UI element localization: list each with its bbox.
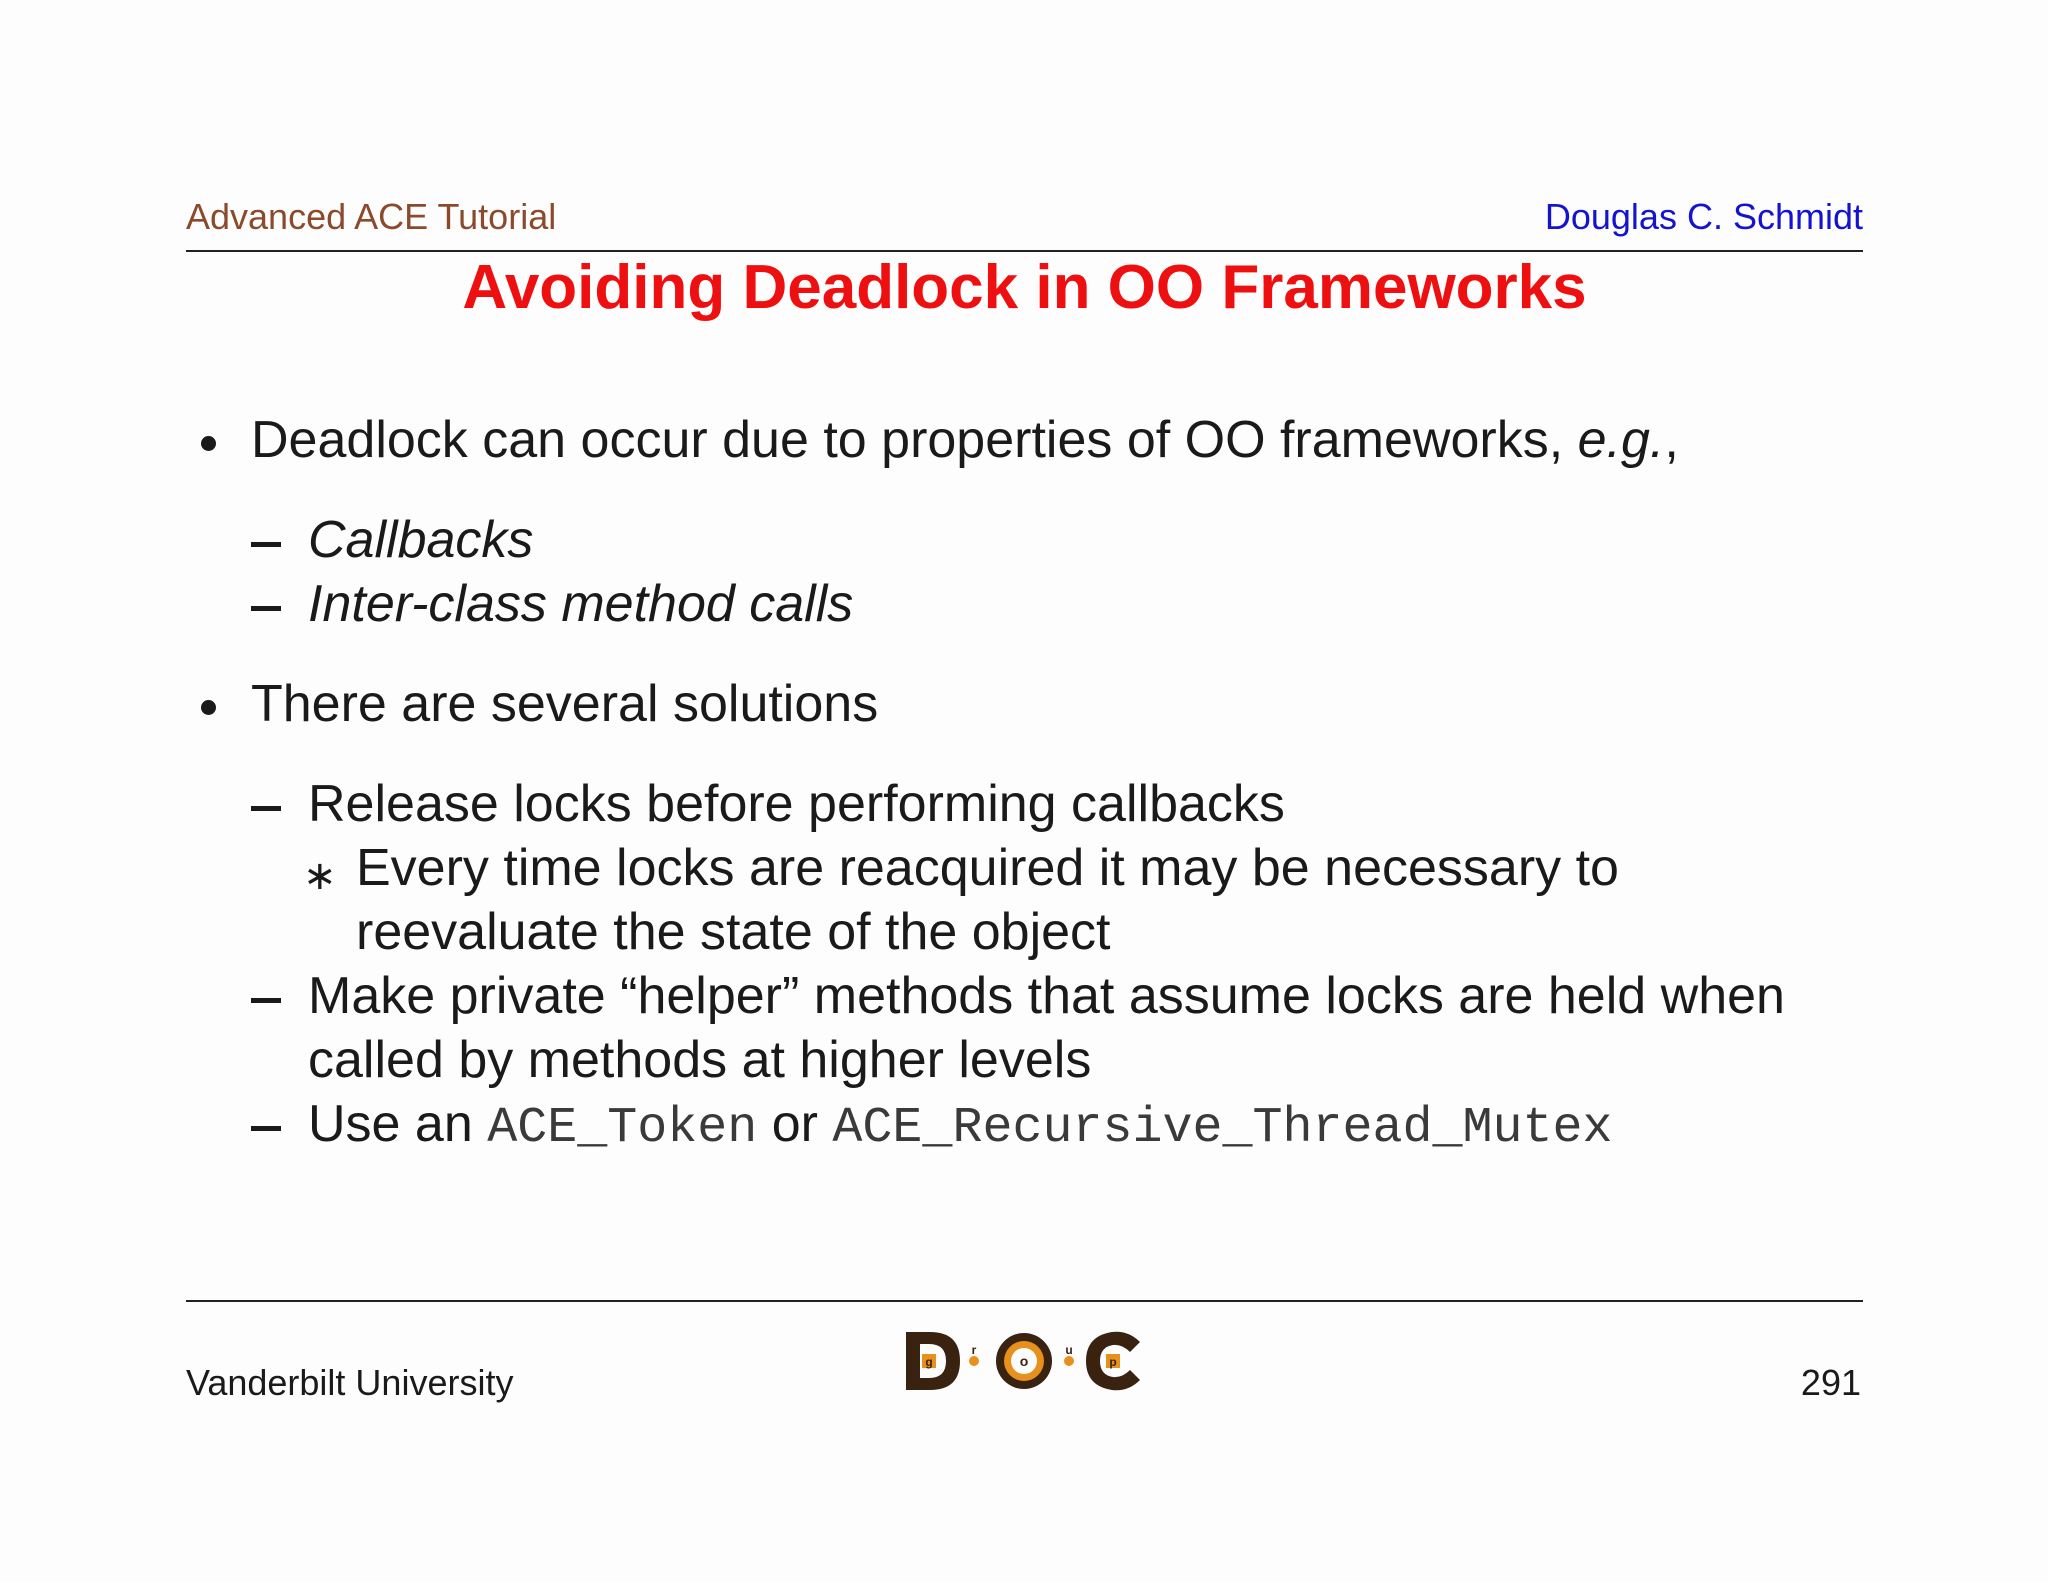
bullet-1-text: Deadlock can occur due to properties of OO frameworks, — [251, 411, 1564, 469]
sub-item-callbacks: Callbacks — [308, 511, 534, 569]
footer-institution: Vanderbilt University — [186, 1362, 514, 1403]
footer-divider — [186, 1300, 1863, 1302]
asterisk-marker: ∗ — [303, 854, 337, 898]
logo-letter-o-small: o — [1019, 1353, 1029, 1369]
bullet-1-emphasis: e.g. — [1577, 411, 1665, 469]
sub-item-inter-class: Inter-class method calls — [308, 575, 854, 633]
use-mid: or — [771, 1095, 818, 1153]
logo-dot — [969, 1356, 979, 1366]
author-name: Douglas C. Schmidt — [1544, 196, 1863, 237]
logo-dot — [1064, 1356, 1074, 1366]
sub-item-release-locks: Release locks before performing callbacks — [308, 775, 1285, 833]
star-item-line-2: reevaluate the state of the object — [356, 903, 1111, 961]
dash-marker — [251, 1126, 281, 1131]
bullet-dot — [201, 700, 216, 715]
logo-letter-p: p — [1109, 1355, 1117, 1369]
logo-letter-r: r — [971, 1343, 977, 1357]
dash-marker — [251, 542, 281, 547]
star-item-line-1: Every time locks are reacquired it may be necessary to — [356, 839, 1619, 897]
bullet-dot — [201, 436, 216, 451]
doc-group-logo — [902, 1326, 1146, 1396]
bullet-2: There are several solutions — [251, 675, 879, 733]
sub-item-use-token — [308, 1092, 1613, 1161]
code-ace-recursive-mutex: ACE_Recursive_Thread_Mutex — [832, 1100, 1613, 1157]
logo-letter-g: g — [925, 1355, 933, 1369]
dash-marker — [251, 606, 281, 611]
dash-marker — [251, 998, 281, 1003]
dash-marker — [251, 806, 281, 811]
sub-item-helper-line-2: called by methods at higher levels — [308, 1031, 1092, 1089]
sub-item-helper-line-1: Make private “helper” methods that assume locks are held when — [308, 967, 1785, 1025]
slide-title: Avoiding Deadlock in OO Frameworks — [462, 253, 1587, 322]
bullet-1 — [251, 408, 1679, 472]
bullet-1-trail: , — [1664, 411, 1679, 469]
code-ace-token: ACE_Token — [487, 1100, 758, 1157]
course-title: Advanced ACE Tutorial — [186, 196, 557, 237]
logo-letter-u: u — [1065, 1343, 1073, 1357]
page-number: 291 — [1800, 1362, 1861, 1403]
use-prefix: Use an — [308, 1095, 473, 1153]
